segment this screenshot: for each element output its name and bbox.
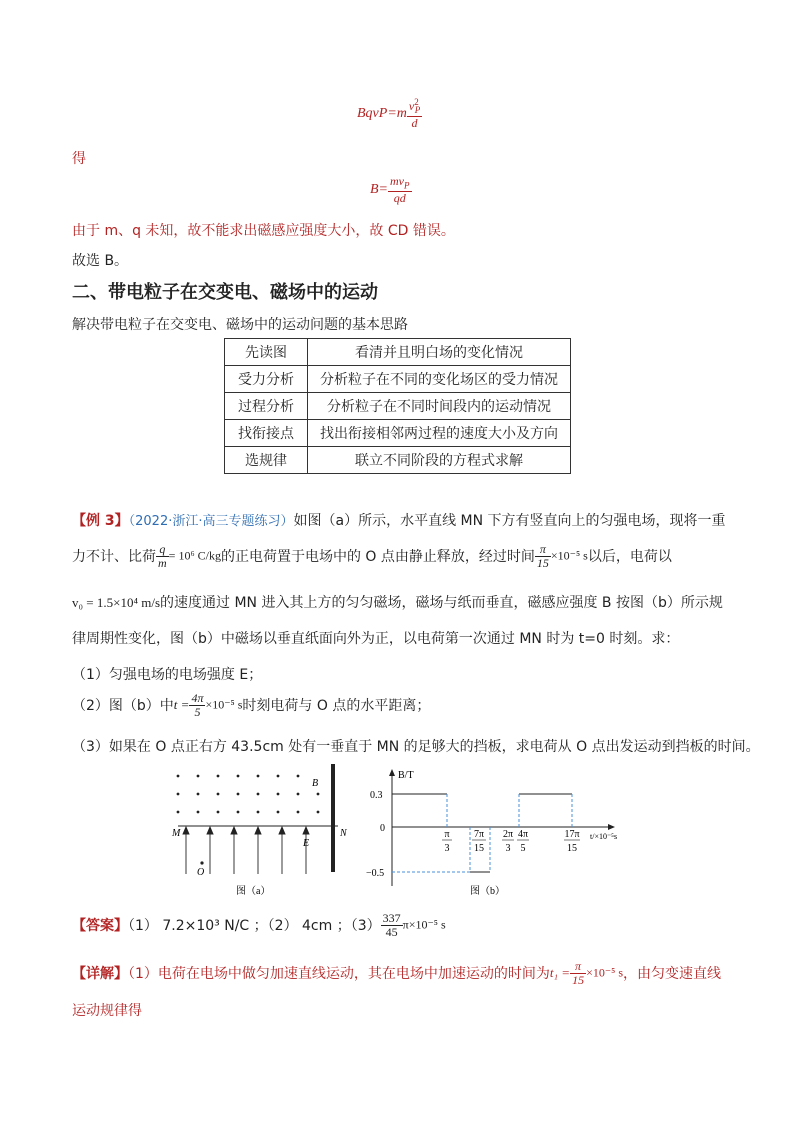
answer-3-fraction bbox=[381, 912, 403, 938]
ratio-value: = 10⁶ C/kg bbox=[168, 548, 221, 563]
numerator-mv: mv bbox=[390, 174, 404, 188]
detail-text: （1）电荷在电场中做匀加速直线运动，其在电场中加速运动的时间为 bbox=[128, 966, 550, 983]
figure-a bbox=[168, 764, 358, 899]
example-text: 以后，电荷以 bbox=[587, 549, 672, 566]
question-3: （3）如果在 O 点正右方 43.5cm 处有一垂直于 MN 的足够大的挡板，求电荷从 O 点出发运动到挡板的时间。 bbox=[72, 739, 760, 755]
answer-num: 337 bbox=[382, 911, 401, 925]
table-key: 受力分析 bbox=[225, 366, 308, 393]
answer-tag: 【答案】 bbox=[72, 918, 128, 935]
detail-line-1 bbox=[72, 960, 721, 1000]
question-text: 时刻电荷与 O 点的水平距离； bbox=[242, 698, 431, 715]
example-text: 力不计、比荷 bbox=[72, 549, 156, 566]
point-o bbox=[200, 861, 203, 864]
detail-line-2: 运动规律得 bbox=[72, 1003, 142, 1019]
formula-b bbox=[370, 175, 412, 204]
example-tag: 【例 3】 bbox=[72, 513, 129, 529]
table-key: 找衔接点 bbox=[225, 420, 308, 447]
tick-num: 17π bbox=[564, 829, 580, 840]
question-exp: ×10⁻⁵ s bbox=[205, 697, 243, 712]
answer-den: 45 bbox=[385, 924, 398, 939]
x-label: t/×10⁻⁵s bbox=[590, 832, 618, 841]
figure-b bbox=[362, 764, 632, 899]
answer-3-label: （3） bbox=[350, 918, 381, 935]
tick-den: 3 bbox=[505, 843, 511, 854]
example-line-1 bbox=[72, 510, 726, 530]
table-row bbox=[225, 420, 571, 447]
formula-fraction bbox=[407, 98, 422, 129]
formula-lhs: BqvP= bbox=[357, 105, 397, 121]
time-exp: ×10⁻⁵ s bbox=[550, 548, 588, 563]
ratio-den: m bbox=[158, 555, 167, 570]
formula-lhs: B= bbox=[370, 181, 388, 197]
ratio-num: q bbox=[156, 543, 169, 557]
baffle-plate bbox=[331, 764, 335, 872]
numerator-sub: P bbox=[404, 180, 410, 191]
label-b: B bbox=[312, 778, 319, 789]
denominator-qd: qd bbox=[393, 190, 406, 205]
detail-tag: 【详解】 bbox=[72, 966, 128, 983]
table-row bbox=[225, 447, 571, 474]
detail-num: π bbox=[570, 960, 586, 974]
answer-tail: π×10⁻⁵ s bbox=[402, 917, 446, 932]
tick-den: 5 bbox=[520, 843, 526, 854]
example-text: 如图（a）所示，水平直线 MN 下方有竖直向上的匀强电场，现将一重 bbox=[293, 513, 726, 529]
tick-den: 15 bbox=[474, 843, 484, 854]
table-key: 先读图 bbox=[225, 339, 308, 366]
table-value: 分析粒子在不同的变化场区的受力情况 bbox=[308, 366, 571, 393]
choice-line: 故选 B。 bbox=[72, 253, 129, 269]
tick-num: π bbox=[444, 829, 450, 840]
x-axis-arrow bbox=[608, 824, 615, 830]
time-fraction bbox=[535, 543, 551, 569]
time-den: 15 bbox=[536, 555, 549, 570]
numerator-sub: P bbox=[414, 105, 421, 116]
numerator-v: v bbox=[408, 99, 415, 113]
tick-num: 4π bbox=[517, 829, 529, 840]
question-1: （1）匀强电场的电场强度 E； bbox=[72, 667, 263, 683]
table-value: 联立不同阶段的方程式求解 bbox=[308, 447, 571, 474]
detail-fraction bbox=[570, 960, 586, 986]
table-key: 过程分析 bbox=[225, 393, 308, 420]
example-line-3 bbox=[72, 592, 723, 612]
de-text: 得 bbox=[72, 151, 86, 167]
time-num: π bbox=[535, 543, 551, 557]
example-text: 的速度通过 MN 进入其上方的匀匀磁场，磁场与纸而垂直，磁感应强度 B 按图（b）所示规 bbox=[160, 595, 723, 611]
label-e: E bbox=[303, 838, 310, 849]
tick-den: 3 bbox=[444, 843, 450, 854]
question-num: 4π bbox=[191, 691, 204, 705]
example-source: （2022·浙江·高三专题练习） bbox=[128, 514, 294, 529]
formula-fraction bbox=[388, 175, 412, 204]
table-row bbox=[225, 393, 571, 420]
formula-m: m bbox=[396, 105, 407, 121]
detail-text: ，由匀变速直线 bbox=[623, 966, 722, 983]
y-tick-top: 0.3 bbox=[370, 790, 383, 801]
question-2 bbox=[72, 692, 430, 728]
charge-ratio-fraction bbox=[156, 543, 169, 569]
denominator-d: d bbox=[411, 115, 418, 130]
table-key: 选规律 bbox=[225, 447, 308, 474]
method-table bbox=[224, 338, 571, 474]
question-text: （2）图（b）中 bbox=[72, 698, 174, 715]
example-text: 的正电荷置于电场中的 O 点由静止释放，经过时间 bbox=[220, 549, 535, 566]
question-den: 5 bbox=[194, 704, 201, 719]
initial-velocity: v₀ = 1.5×10⁴ m/s bbox=[72, 595, 161, 610]
numerator-sup: 2 bbox=[414, 97, 419, 107]
y-tick-zero: 0 bbox=[380, 823, 385, 834]
detail-t: t₁ = bbox=[549, 965, 571, 981]
tick-den: 15 bbox=[567, 843, 577, 854]
detail-exp: ×10⁻⁵ s bbox=[586, 965, 624, 980]
conclusion-line: 由于 m、q 未知，故不能求出磁感应强度大小，故 CD 错误。 bbox=[72, 223, 455, 239]
answer-2: （2） 4cm ； bbox=[267, 918, 351, 935]
section-heading: 二、带电粒子在交变电、磁场中的运动 bbox=[72, 282, 378, 303]
formula-bqvp bbox=[357, 98, 422, 129]
label-n: N bbox=[340, 828, 347, 839]
caption-a: 图（a） bbox=[236, 886, 271, 897]
answer-1: （1） 7.2×10³ N/C ； bbox=[128, 918, 268, 935]
detail-den: 15 bbox=[572, 972, 585, 987]
question-fraction bbox=[189, 692, 205, 718]
table-value: 找出衔接相邻两过程的速度大小及方向 bbox=[308, 420, 571, 447]
table-row bbox=[225, 339, 571, 366]
section-intro: 解决带电粒子在交变电、磁场中的运动问题的基本思路 bbox=[72, 317, 408, 333]
example-line-2 bbox=[72, 543, 672, 579]
example-line-4: 律周期性变化，图（b）中磁场以垂直纸面向外为正，以电荷第一次通过 MN 时为 t=0 时刻。求： bbox=[72, 631, 680, 647]
question-t: t = bbox=[173, 697, 190, 713]
tick-num: 2π bbox=[502, 829, 514, 840]
caption-b: 图（b） bbox=[470, 886, 505, 897]
table-row bbox=[225, 366, 571, 393]
label-o: O bbox=[197, 867, 205, 878]
y-axis-arrow bbox=[389, 769, 395, 776]
x-ticks bbox=[442, 829, 580, 854]
y-label: B/T bbox=[398, 770, 414, 781]
tick-num: 7π bbox=[473, 829, 485, 840]
label-m: M bbox=[172, 828, 181, 839]
table-value: 看清并且明白场的变化情况 bbox=[308, 339, 571, 366]
answer-line bbox=[72, 912, 446, 952]
magnetic-field-dots bbox=[177, 775, 320, 814]
y-tick-bottom: −0.5 bbox=[366, 868, 385, 879]
table-value: 分析粒子在不同时间段内的运动情况 bbox=[308, 393, 571, 420]
